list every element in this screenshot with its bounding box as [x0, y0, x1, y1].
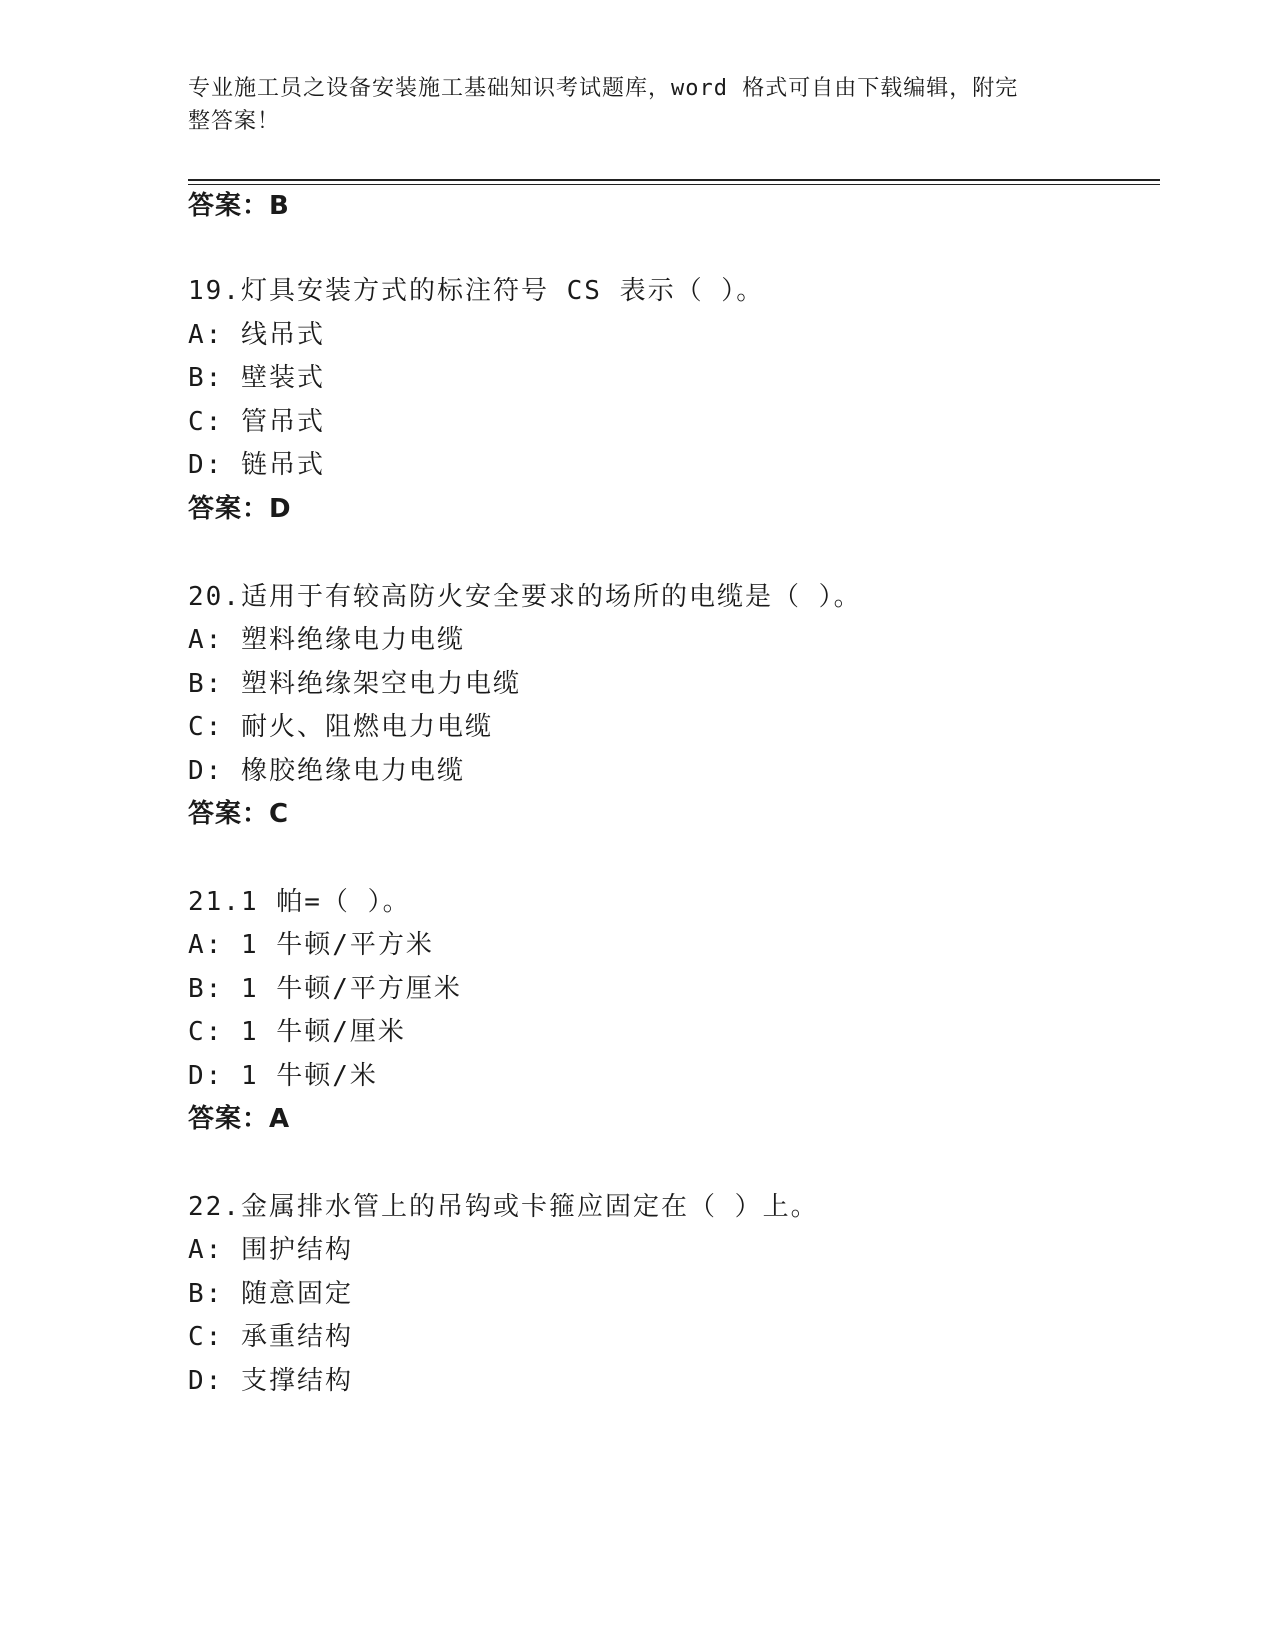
- question-19-answer: 答案：D: [188, 494, 292, 524]
- question-19-stem: 19.灯具安装方式的标注符号 CS 表示（ ）。: [188, 276, 765, 306]
- question-21-option-b: B: 1 牛顿/平方厘米: [188, 974, 462, 1004]
- header-divider-thick: [188, 179, 1160, 181]
- question-22-option-a: A: 围护结构: [188, 1235, 353, 1265]
- question-20-option-c: C: 耐火、阻燃电力电缆: [188, 712, 493, 742]
- question-21-answer: 答案：A: [188, 1104, 291, 1134]
- header-divider-thin: [188, 184, 1160, 185]
- question-20-stem: 20.适用于有较高防火安全要求的场所的电缆是（ ）。: [188, 582, 862, 612]
- question-22-stem: 22.金属排水管上的吊钩或卡箍应固定在（ ）上。: [188, 1192, 819, 1222]
- question-20-answer: 答案：C: [188, 799, 290, 829]
- document-header: [188, 72, 1068, 138]
- question-19-option-d: D: 链吊式: [188, 450, 325, 480]
- question-19-option-c: C: 管吊式: [188, 407, 325, 437]
- question-19-option-b: B: 壁装式: [188, 363, 325, 393]
- question-20-option-d: D: 橡胶绝缘电力电缆: [188, 756, 465, 786]
- header-line-1: 专业施工员之设备安装施工基础知识考试题库，word 格式可自由下载编辑，附完: [188, 76, 1019, 101]
- question-19-option-a: A: 线吊式: [188, 320, 325, 350]
- question-20-option-b: B: 塑料绝缘架空电力电缆: [188, 669, 521, 699]
- previous-answer: 答案：B: [188, 191, 290, 221]
- question-21-option-d: D: 1 牛顿/米: [188, 1061, 378, 1091]
- question-21-stem: 21.1 帕=（ ）。: [188, 887, 411, 917]
- question-22-option-d: D: 支撑结构: [188, 1366, 353, 1396]
- question-21-option-c: C: 1 牛顿/厘米: [188, 1017, 406, 1047]
- question-20-option-a: A: 塑料绝缘电力电缆: [188, 625, 465, 655]
- question-22-option-b: B: 随意固定: [188, 1279, 353, 1309]
- header-line-2: 整答案！: [188, 109, 281, 134]
- question-22-option-c: C: 承重结构: [188, 1322, 353, 1352]
- question-21-option-a: A: 1 牛顿/平方米: [188, 930, 434, 960]
